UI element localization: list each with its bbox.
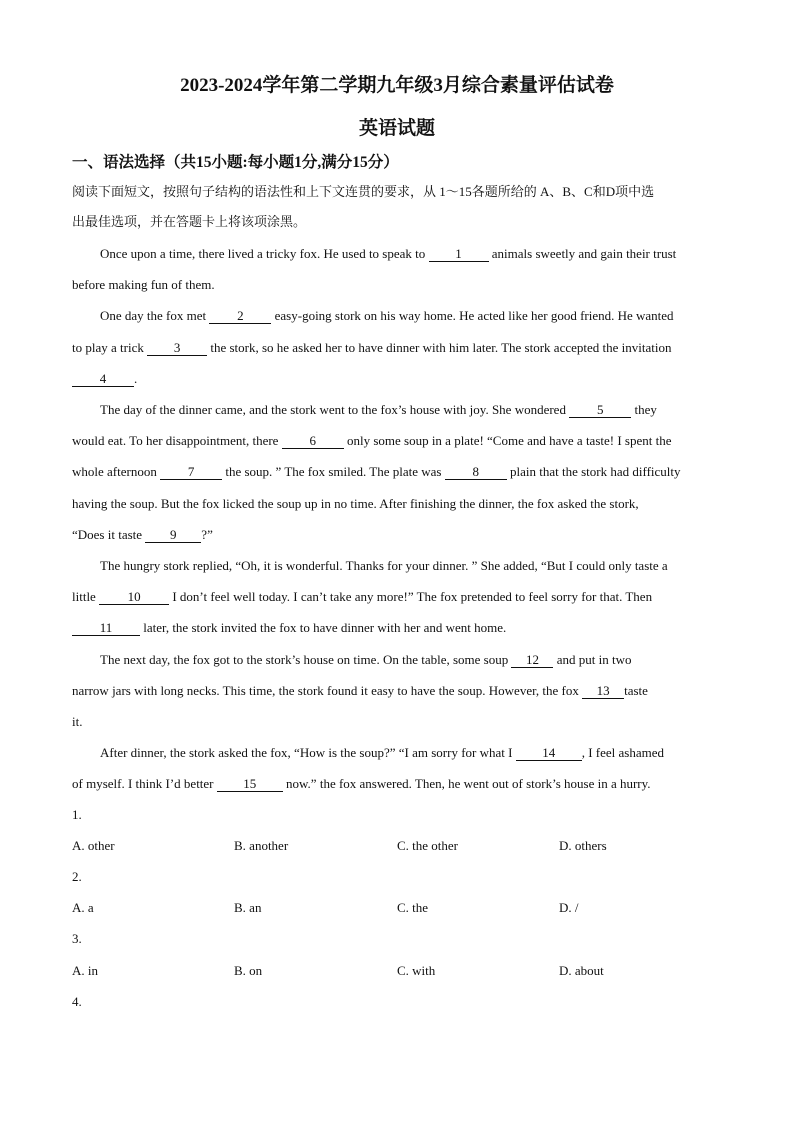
passage-line: The hungry stork replied, “Oh, it is wonderful. Thanks for your dinner. ” She added, “But I could only taste a (100, 558, 668, 573)
passage-line: 4 . (72, 370, 722, 388)
blank-5: 5 (569, 403, 631, 418)
passage-line: little 10 I don’t feel well today. I can’t take any more!” The fox pretended to feel sorry for that. Then (72, 589, 653, 604)
question-number: 2. (72, 869, 82, 884)
blank-4: 4 (72, 372, 134, 387)
page-subtitle: 英语试题 (358, 118, 435, 139)
passage-line: it. (72, 714, 83, 729)
blank-12: 12 (511, 653, 553, 668)
blank-11: 11 (72, 621, 140, 636)
option-a[interactable]: A. in (72, 963, 98, 978)
instruction-line-2: 出最佳选项，并在答题卡上将该项涂黑。 (72, 214, 307, 229)
passage-line: before making fun of them. (72, 277, 215, 292)
option-a[interactable]: A. a (72, 900, 94, 915)
question-number: 3. (72, 931, 82, 946)
option-b[interactable]: B. another (234, 838, 289, 853)
blank-3: 3 (147, 341, 207, 356)
option-c[interactable]: C. the (397, 900, 429, 915)
blank-2: 2 (209, 309, 271, 324)
passage-line: “Does it taste 9 ?” (72, 527, 213, 542)
passage-line: The next day, the fox got to the stork’s house on time. On the table, some soup 12 and put in two (100, 652, 632, 667)
option-d[interactable]: D. others (559, 838, 607, 853)
page-title: 2023-2024学年第二学期九年级3月综合素量评估试卷 (180, 75, 614, 96)
blank-13: 13 (582, 684, 624, 699)
passage-line: to play a trick 3 the stork, so he asked her to have dinner with him later. The stork accepted the invitation (72, 340, 672, 355)
blank-7: 7 (160, 465, 222, 480)
option-b[interactable]: B. an (234, 900, 262, 915)
option-c[interactable]: C. with (397, 963, 436, 978)
passage-line: After dinner, the stork asked the fox, “How is the soup?” “I am sorry for what I 14 , I feel ashamed (100, 745, 665, 760)
option-c[interactable]: C. the other (397, 838, 459, 853)
passage-line: Once upon a time, there lived a tricky fox. He used to speak to 1 animals sweetly and gain their trust (100, 246, 677, 261)
blank-8: 8 (445, 465, 507, 480)
blank-9: 9 (145, 528, 201, 543)
option-d[interactable]: D. about (559, 963, 604, 978)
passage-line: narrow jars with long necks. This time, the stork found it easy to have the soup. However, the fox 13 taste (72, 683, 648, 698)
passage-line: having the soup. But the fox licked the soup up in no time. After finishing the dinner, the fox asked the stork, (72, 496, 639, 511)
instruction-line-1: 阅读下面短文，按照句子结构的语法性和上下文连贯的要求，从 1～15各题所给的 A、B、C和D项中选 (72, 184, 655, 199)
passage-line: whole afternoon 7 the soup. ” The fox smiled. The plate was 8 plain that the stork had difficulty (72, 464, 681, 479)
option-d[interactable]: D. / (559, 900, 579, 915)
question-number: 1. (72, 807, 82, 822)
passage-line: One day the fox met 2 easy-going stork on his way home. He acted like her good friend. He wanted (100, 308, 674, 323)
passage-line: 11 later, the stork invited the fox to have dinner with her and went home. (72, 619, 722, 637)
blank-10: 10 (99, 590, 169, 605)
blank-1: 1 (429, 247, 489, 262)
blank-14: 14 (516, 746, 582, 761)
passage-line: of myself. I think I’d better 15 now.” the fox answered. Then, he went out of stork’s house in a hurry. (72, 776, 651, 791)
question-number: 4. (72, 994, 82, 1009)
section-heading: 一、语法选择（共15小题:每小题1分,满分15分） (72, 154, 399, 171)
blank-6: 6 (282, 434, 344, 449)
option-b[interactable]: B. on (234, 963, 263, 978)
passage-line: The day of the dinner came, and the stork went to the fox’s house with joy. She wondered 5 they (100, 402, 657, 417)
option-a[interactable]: A. other (72, 838, 115, 853)
blank-15: 15 (217, 777, 283, 792)
passage-line: would eat. To her disappointment, there 6 only some soup in a plate! “Come and have a taste! I spent the (72, 433, 672, 448)
